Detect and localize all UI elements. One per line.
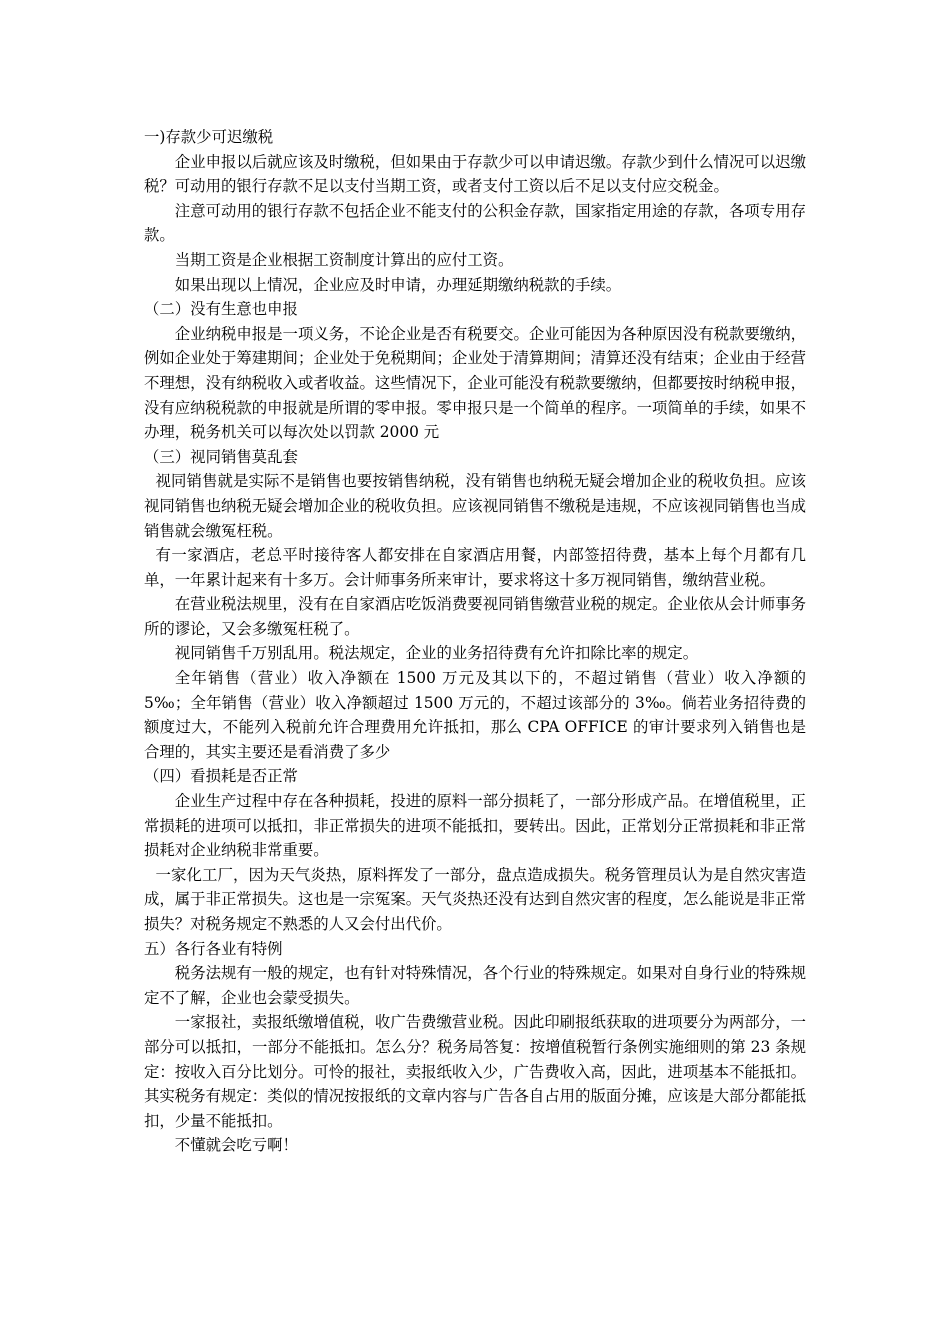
paragraph: 注意可动用的银行存款不包括企业不能支付的公积金存款，国家指定用途的存款，各项专用存款。 xyxy=(144,201,806,245)
paragraph: 企业申报以后就应该及时缴税，但如果由于存款少可以申请迟缴。存款少到什么情况可以迟缴税？可动用的银行存款不足以支付当期工资，或者支付工资以后不足以支付应交税金。 xyxy=(144,152,806,196)
document-page xyxy=(144,125,806,1158)
paragraph: 在营业税法规里，没有在自家酒店吃饭消费要视同销售缴营业税的规定。企业依从会计师事务所的谬论，又会多缴冤枉税了。 xyxy=(144,595,806,638)
closing-remark: 不懂就会吃亏啊！ xyxy=(174,1136,298,1155)
paragraph: 视同销售千万别乱用。税法规定，企业的业务招待费有允许扣除比率的规定。 xyxy=(174,644,699,663)
section-heading-5: 五）各行各业有特例 xyxy=(144,939,283,958)
section-heading-4: （四）看损耗是否正常 xyxy=(144,767,298,786)
section-heading-2: （二）没有生意也申报 xyxy=(144,300,298,319)
paragraph: 企业纳税申报是一项义务，不论企业是否有税要交。企业可能因为各种原因没有税款要缴纳，例如企业处于筹建期间；企业处于免税期间；企业处于清算期间；清算还没有结束；企业由于经营不理想，没有纳税收入或者收益。这些情况下，企业可能没有税款要缴纳，但都要按时纳税申报，没有应纳税税款的申报就是所谓的零申报。零申报只是一个简单的程序。一项简单的手续，如果不办理，税务机关可以每次处以罚款 2000 元 xyxy=(144,324,806,442)
paragraph: 如果出现以上情况，企业应及时申请，办理延期缴纳税款的手续。 xyxy=(174,275,622,294)
paragraph: 企业生产过程中存在各种损耗，投进的原料一部分损耗了，一部分形成产品。在增值税里，正常损耗的进项可以抵扣，非正常损失的进项不能抵扣，要转出。因此，正常划分正常损耗和非正常损耗对企业纳税非常重要。 xyxy=(144,792,806,860)
paragraph: 一家化工厂，因为天气炎热，原料挥发了一部分，盘点造成损失。税务管理员认为是自然灾害造成，属于非正常损失。这也是一宗冤案。天气炎热还没有达到自然灾害的程度，怎么能说是非正常损失？对税务规定不熟悉的人又会付出代价。 xyxy=(144,865,806,933)
paragraph: 税务法规有一般的规定，也有针对特殊情况，各个行业的特殊规定。如果对自身行业的特殊规定不了解，企业也会蒙受损失。 xyxy=(144,964,806,1007)
section-heading-3: （三）视同销售莫乱套 xyxy=(144,447,298,466)
paragraph: 视同销售就是实际不是销售也要按销售纳税，没有销售也纳税无疑会增加企业的税收负担。应该视同销售也纳税无疑会增加企业的税收负担。应该视同销售不缴税是违规，不应该视同销售也当成销售就会缴冤枉税。 xyxy=(144,472,806,540)
section-heading-1: 一)存款少可迟缴税 xyxy=(144,128,274,146)
paragraph: 当期工资是企业根据工资制度计算出的应付工资。 xyxy=(174,250,514,269)
paragraph: 全年销售（营业）收入净额在 1500 万元及其以下的，不超过销售（营业）收入净额的 5‰；全年销售（营业）收入净额超过 1500 万元的，不超过该部分的 3‰。倘若业务招待费的额度过大，不能列入税前允许合理费用允许抵扣，那么 CPA OFFICE 的审计要求列入销售也是合理的，其实主要还是看消费了多少 xyxy=(144,669,806,761)
paragraph: 一家报社，卖报纸缴增值税，收广告费缴营业税。因此印刷报纸获取的进项要分为两部分，一部分可以抵扣，一部分不能抵扣。怎么分？税务局答复：按增值税暂行条例实施细则的第 23 条规定：按收入百分比划分。可怜的报社，卖报纸收入少，广告费收入高，因此，进项基本不能抵扣。其实税务有规定：类似的情况按报纸的文章内容与广告各自占用的版面分摊，应该是大部分都能抵扣，少量不能抵扣。 xyxy=(144,1013,806,1130)
paragraph: 有一家酒店，老总平时接待客人都安排在自家酒店用餐，内部签招待费，基本上每个月都有几单，一年累计起来有十多万。会计师事务所来审计，要求将这十多万视同销售，缴纳营业税。 xyxy=(144,546,806,589)
